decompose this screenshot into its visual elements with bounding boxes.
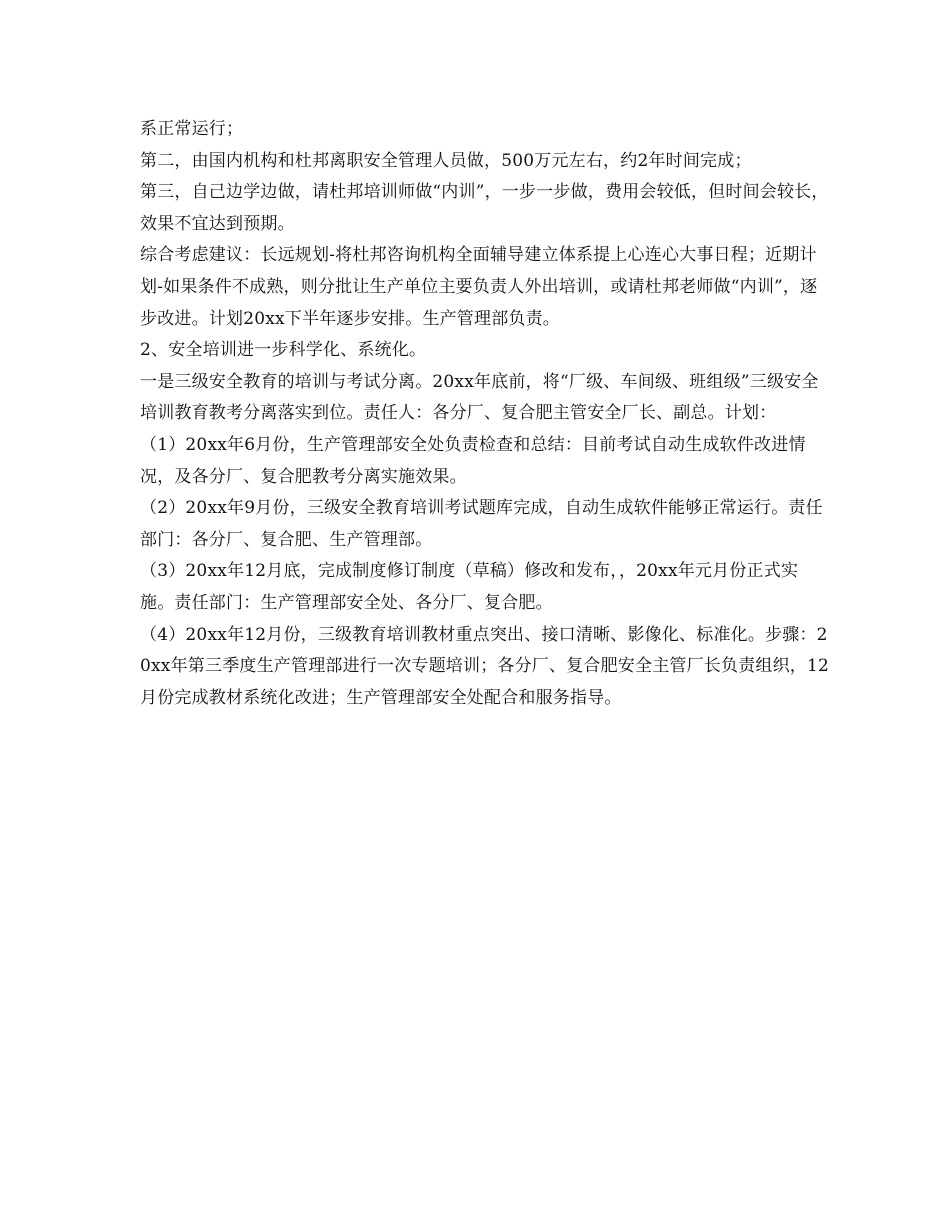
paragraph-4: 综合考虑建议：长远规划-将杜邦咨询机构全面辅导建立体系提上心连心大事日程；近期计划-如果条件不成熟，则分批让生产单位主要负责人外出培训，或请杜邦老师做“内训”，逐步改进。计划20xx下半年逐步安排。生产管理部负责。 — [140, 245, 818, 329]
paragraph-3: 第三，自己边学边做，请杜邦培训师做“内训”，一步一步做，费用会较低，但时间会较长，效果不宜达到预期。 — [140, 182, 829, 234]
paragraph-1: 系正常运行； — [140, 119, 244, 139]
document-body — [140, 114, 830, 714]
plan-item-1: （1）20xx年6月份，生产管理部安全处负责检查和总结：目前考试自动生成软件改进情况，及各分厂、复合肥教考分离实施效果。 — [140, 434, 806, 487]
paragraph-2: 第二，由国内机构和杜邦离职安全管理人员做，500万元左右，约2年时间完成； — [140, 150, 752, 171]
plan-item-2: （2）20xx年9月份，三级安全教育培训考试题库完成，自动生成软件能够正常运行。责任部门：各分厂、复合肥、生产管理部。 — [140, 498, 823, 550]
plan-item-4: （4）20xx年12月份，三级教育培训教材重点突出、接口清晰、影像化、标准化。步骤：20xx年第三季度生产管理部进行一次专题培训；各分厂、复合肥安全主管厂长负责组织，12月份完成教材系统化改进；生产管理部安全处配合和服务指导。 — [140, 624, 830, 708]
plan-item-3: （3）20xx年12月底，完成制度修订制度（草稿）修改和发布，，20xx年元月份正式实施。责任部门：生产管理部安全处、各分厂、复合肥。 — [140, 561, 799, 613]
paragraph-6: 一是三级安全教育的培训与考试分离。20xx年底前，将“厂级、车间级、班组级”三级安全培训教育教考分离落实到位。责任人：各分厂、复合肥主管安全厂长、副总。计划： — [140, 371, 819, 424]
section-heading-2: 2、安全培训进一步科学化、系统化。 — [140, 340, 427, 361]
